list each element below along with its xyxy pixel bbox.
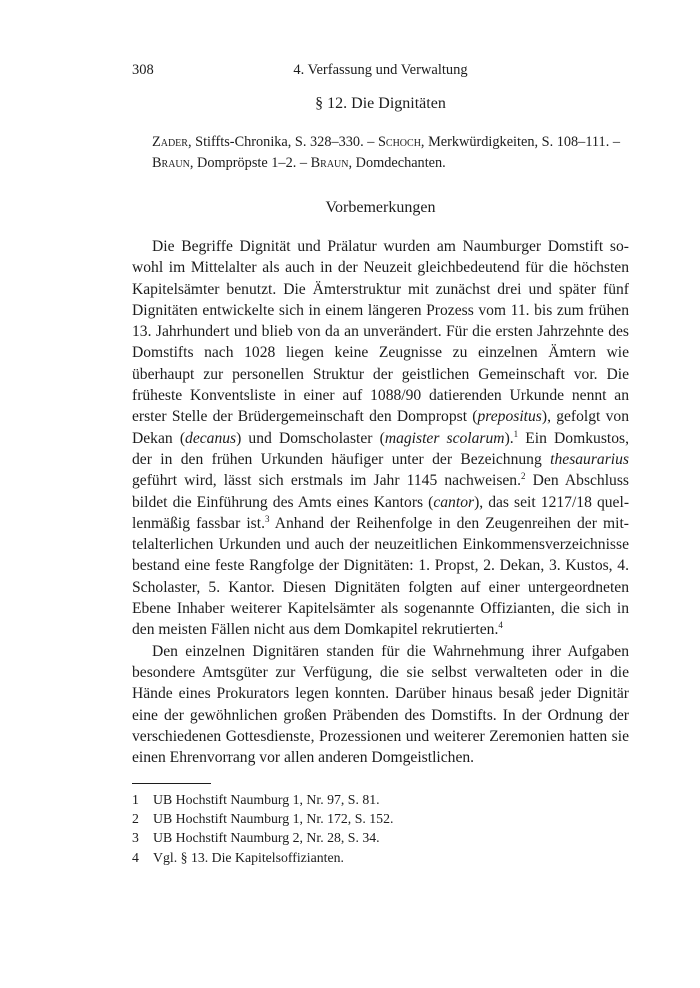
- text-run: ).: [504, 429, 514, 447]
- subheading: Vorbemerkungen: [325, 199, 436, 216]
- text-run: Die Begriffe Dignität und Prälatur wurden am Naumburger Domstift sowohl im Mittelalter als auch in der Neuzeit gleichbedeutend für die höchsten Kapitelsämter benutzt. Die Ämterstruktur mit zunächst drei und später fünf Dignitäten entwickelte sich in einem längeren Prozess vom 11. bis zum frühen 13. Jahrhundert und blieb von da an unverändert. Für die ersten Jahrzehnte des Domstifts nach 1028 liegen keine Zeugnisse zu einzelnen Ämtern wie überhaupt zur personellen Struktur der geistlichen Gemeinschaft vor. Die früheste Konventsliste in einer auf 1088/90 datierenden Urkunde nennt an erster Stelle der Brüdergemeinschaft den Dompropst (: [132, 238, 629, 426]
- ref-author: Braun: [310, 155, 349, 171]
- latin-term: cantor: [433, 493, 475, 511]
- footnote: [132, 790, 629, 809]
- latin-term: decanus: [185, 429, 237, 447]
- text-run: geführt wird, lässt sich erstmals im Jahr 1145 nachweisen.: [132, 472, 522, 490]
- footnote-number: 3: [132, 830, 139, 846]
- page-number: 308: [132, 62, 154, 78]
- ref-text: , Stiffts-Chronika, S. 328–330. –: [187, 134, 378, 150]
- ref-author: Zader: [152, 134, 188, 150]
- footnote-marker[interactable]: 4: [498, 620, 503, 631]
- section-title: § 12. Die Dignitäten: [315, 95, 446, 112]
- ref-author: Schoch: [377, 134, 421, 150]
- text-run: ), das seit 1217/18 quellenmäßig fassbar ist.: [132, 493, 630, 532]
- footnotes: [132, 790, 629, 867]
- text-run: Anhand der Reihenfolge in den Zeugenreihen der mittelalterlichen Urkunden und auch der neuzeitlichen Einkommensverzeichnisse bestand eine feste Rangfolge der Dignitäten: 1. Propst, 2. Dekan, 3. Kustos, 4. Scholaster, 5. Kantor. Diesen Dignitäten folgten auf einer untergeordneten Ebene Inhaber weiterer Kapitelsämter als sogenannte Offizianten, die sich in den meisten Fällen nicht aus dem Domkapitel rekrutierten.: [132, 514, 629, 639]
- footnote-marker[interactable]: 3: [264, 513, 270, 524]
- latin-term: thesaurarius: [550, 450, 629, 468]
- text-run: Ein Domkustos, der in den frühen Urkunden häufiger unter der Bezeichnung: [132, 429, 629, 468]
- footnote-text: UB Hochstift Naumburg 2, Nr. 28, S. 34.: [153, 830, 380, 846]
- body-text: [132, 236, 629, 768]
- footnote-marker[interactable]: 2: [521, 471, 526, 482]
- footnote-text: UB Hochstift Naumburg 1, Nr. 97, S. 81.: [153, 792, 380, 807]
- ref-text: , Domdechanten.: [348, 155, 446, 171]
- footnote: [132, 848, 629, 867]
- running-title: 4. Verfassung und Verwaltung: [293, 62, 468, 78]
- literature-references: [152, 132, 629, 174]
- footnote: [132, 828, 629, 847]
- paragraph: Den einzelnen Dignitären standen für die Wahrnehmung ihrer Aufgaben besondere Amtsgüter zur Verfügung, die sie selbst verwalteten oder in die Hände eines Prokurators legen konnten. Darüber hinaus besaß jeder Dignitär eine der gewöhnlichen großen Präbenden des Domstifts. In der Ordnung der verschiedenen Gottesdienste, Prozessionen und weiterer Zeremonien hatten sie einen Ehrenvorrang vor allen anderen Domgeistlichen.: [132, 642, 629, 767]
- running-header: [132, 62, 629, 82]
- footnote-number: 2: [132, 811, 139, 827]
- footnote-text: UB Hochstift Naumburg 1, Nr. 172, S. 152.: [153, 811, 394, 827]
- footnote-text: Vgl. § 13. Die Kapitelsoffizianten.: [153, 849, 344, 865]
- footnote-number: 1: [132, 792, 139, 807]
- ref-author: Braun: [152, 155, 190, 171]
- footnote-marker[interactable]: 1: [513, 428, 519, 439]
- latin-term: magister scolarum: [384, 429, 505, 447]
- text-run: Den Abschluss bildet die Einführung des Amts eines Kantors (: [132, 472, 629, 511]
- text-run: ), gefolgt von Dekan (: [132, 408, 629, 447]
- footnote-rule: [132, 783, 211, 784]
- paragraph: [132, 236, 629, 641]
- footnote: [132, 809, 629, 828]
- ref-text: , Merkwürdigkeiten, S. 108–111. –: [420, 134, 620, 150]
- ref-text: , Dompröpste 1–2. –: [189, 155, 311, 171]
- footnote-number: 4: [132, 849, 139, 865]
- text-run: ) und Domscholaster (: [236, 429, 385, 447]
- latin-term: prepositus: [477, 408, 542, 426]
